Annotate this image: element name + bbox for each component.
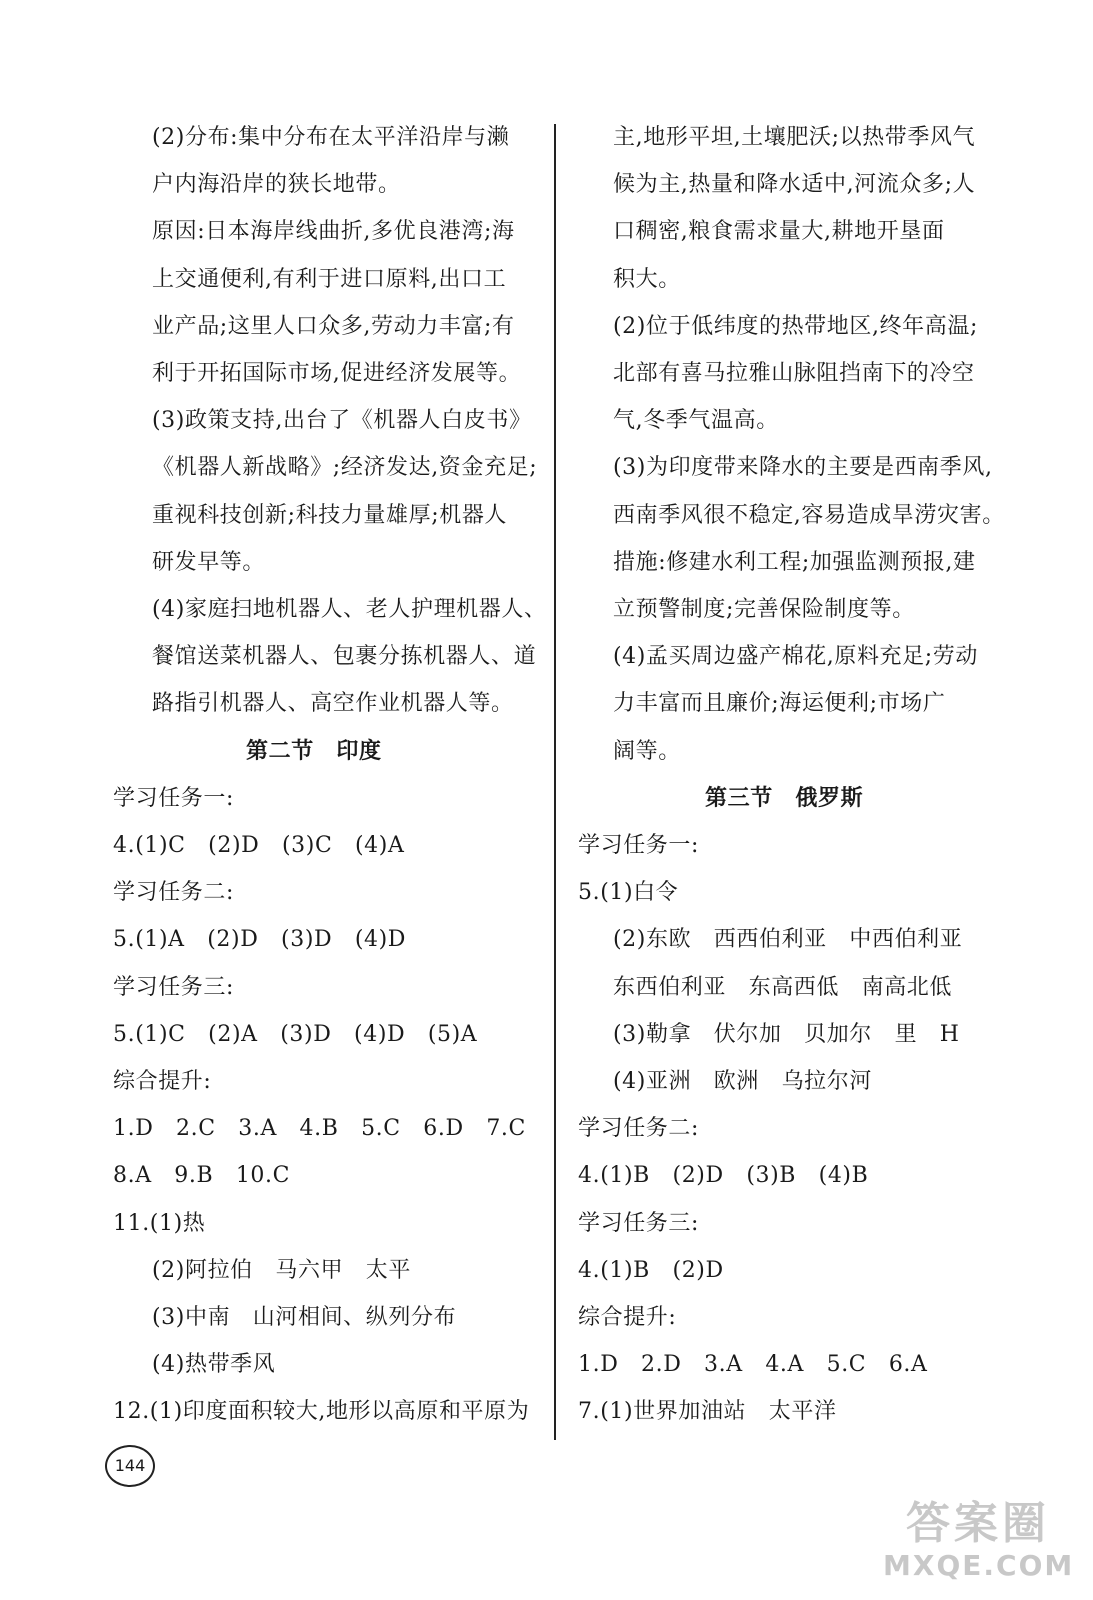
text-line: (4)孟买周边盛产棉花,原料充足;劳动 — [613, 644, 978, 670]
text-line: 户内海沿岸的狭长地带。 — [152, 172, 401, 198]
text-line: (2)位于低纬度的热带地区,终年高温; — [613, 313, 978, 339]
text-line: (2)东欧 西西伯利亚 中西伯利亚 — [613, 927, 963, 953]
section-heading: 第三节 俄罗斯 — [705, 785, 864, 811]
text-line: 上交通便利,有利于进口原料,出口工 — [152, 266, 507, 292]
section-heading: 第二节 印度 — [246, 738, 382, 764]
text-line: 学习任务一: — [578, 833, 700, 858]
text-line: 原因:日本海岸线曲折,多优良港湾;海 — [152, 219, 515, 245]
text-line: 利于开拓国际市场,促进经济发展等。 — [152, 361, 522, 386]
text-line: 4.(1)C (2)D (3)C (4)A — [113, 833, 405, 858]
text-line: 4.(1)B (2)D (3)B (4)B — [578, 1163, 869, 1189]
text-line: (2)分布:集中分布在太平洋沿岸与濑 — [152, 125, 510, 150]
text-line: 5.(1)C (2)A (3)D (4)D (5)A — [113, 1021, 478, 1047]
text-line: 11.(1)热 — [113, 1210, 206, 1236]
text-line: 5.(1)白令 — [578, 880, 679, 906]
text-line: 路指引机器人、高空作业机器人等。 — [152, 691, 514, 717]
text-line: 北部有喜马拉雅山脉阻挡南下的冷空 — [613, 361, 975, 386]
text-line: 业产品;这里人口众多,劳动力丰富;有 — [152, 313, 515, 339]
text-line: 研发早等。 — [152, 549, 266, 575]
text-line: 学习任务一: — [113, 785, 235, 811]
text-line: (3)勒拿 伏尔加 贝加尔 里 H — [613, 1021, 960, 1047]
text-line: 1.D 2.D 3.A 4.A 5.C 6.A — [578, 1352, 928, 1378]
text-line: 气,冬季气温高。 — [613, 408, 779, 434]
text-line: 力丰富而且廉价;海运便利;市场广 — [613, 691, 946, 717]
text-line: 阔等。 — [613, 738, 681, 764]
text-line: 综合提升: — [578, 1305, 677, 1330]
text-line: (4)家庭扫地机器人、老人护理机器人、 — [152, 597, 547, 622]
text-line: 口稠密,粮食需求量大,耕地开垦面 — [613, 219, 945, 245]
text-line: 7.(1)世界加油站 太平洋 — [578, 1399, 837, 1425]
watermark-bottom-text: MXQE.COM — [883, 1549, 1075, 1582]
text-line: 学习任务三: — [578, 1210, 700, 1236]
text-line: 重视科技创新;科技力量雄厚;机器人 — [152, 502, 508, 528]
text-line: 综合提升: — [113, 1069, 212, 1094]
text-line: (3)政策支持,出台了《机器人白皮书》 — [152, 408, 532, 434]
text-line: 学习任务二: — [578, 1116, 700, 1142]
text-line: 12.(1)印度面积较大,地形以高原和平原为 — [113, 1399, 530, 1425]
text-line: 《机器人新战略》;经济发达,资金充足; — [152, 455, 538, 481]
text-line: 餐馆送菜机器人、包裹分拣机器人、道 — [152, 644, 537, 670]
text-line: 候为主,热量和降水适中,河流众多;人 — [613, 172, 976, 198]
page-number: 144 — [105, 1445, 155, 1487]
watermark-top-text: 答案圈 — [906, 1498, 1050, 1549]
watermark-logo — [883, 1498, 1073, 1588]
text-line: (3)中南 山河相间、纵列分布 — [152, 1305, 457, 1330]
column-divider — [554, 124, 556, 1440]
text-line: 8.A 9.B 10.C — [113, 1163, 291, 1189]
text-line: 东西伯利亚 东高西低 南高北低 — [613, 974, 953, 1000]
text-line: 措施:修建水利工程;加强监测预报,建 — [613, 549, 976, 575]
text-line: (4)热带季风 — [152, 1352, 276, 1378]
text-line: 主,地形平坦,土壤肥沃;以热带季风气 — [613, 125, 976, 150]
text-line: (2)阿拉伯 马六甲 太平 — [152, 1257, 411, 1283]
text-line: 学习任务二: — [113, 880, 235, 906]
text-line: 西南季风很不稳定,容易造成旱涝灾害。 — [613, 502, 1005, 528]
text-line: (3)为印度带来降水的主要是西南季风, — [613, 455, 993, 481]
text-line: 积大。 — [613, 266, 681, 292]
text-line: 5.(1)A (2)D (3)D (4)D — [113, 927, 407, 953]
text-line: 立预警制度;完善保险制度等。 — [613, 597, 915, 622]
text-line: 4.(1)B (2)D — [578, 1257, 724, 1283]
text-line: 学习任务三: — [113, 974, 235, 1000]
text-line: (4)亚洲 欧洲 乌拉尔河 — [613, 1069, 872, 1094]
text-line: 1.D 2.C 3.A 4.B 5.C 6.D 7.C — [113, 1116, 526, 1142]
